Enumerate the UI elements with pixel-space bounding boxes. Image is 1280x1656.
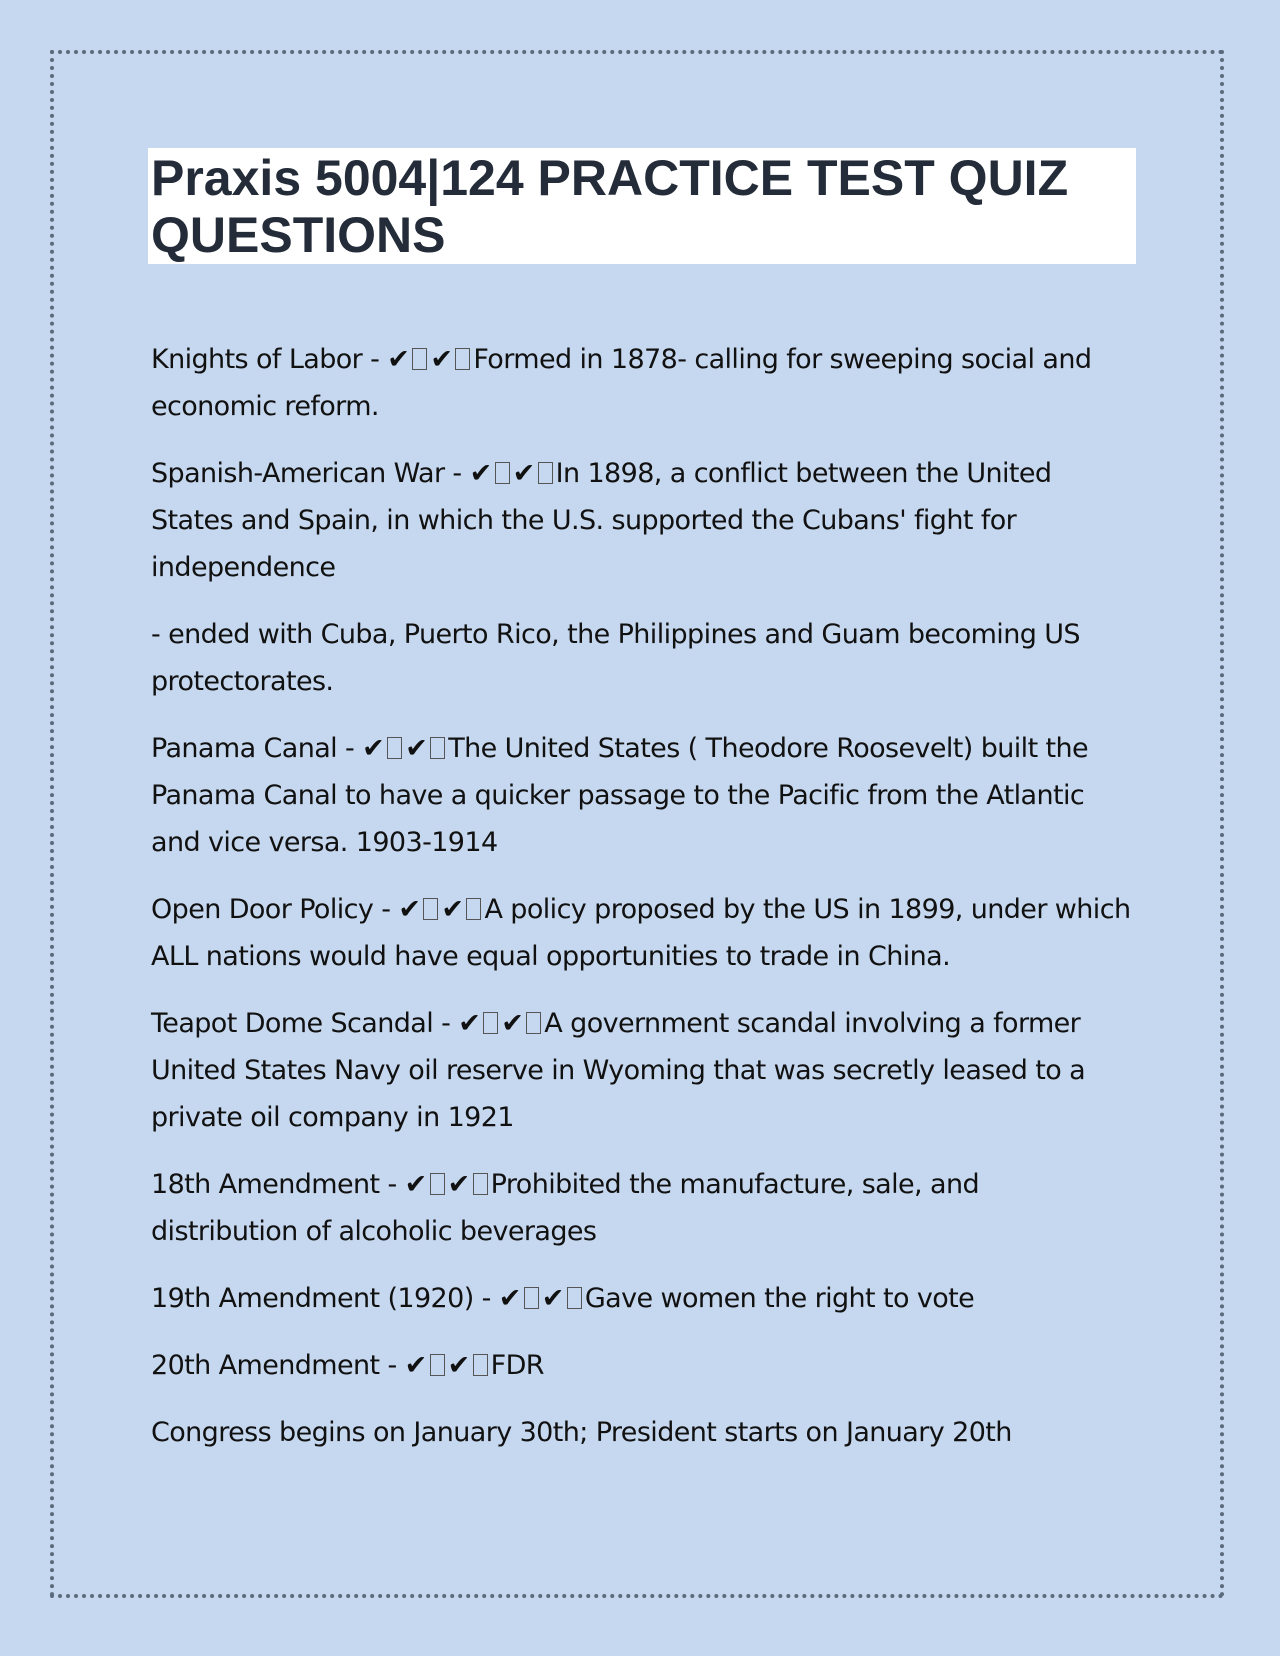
check-icon: ✔ <box>405 733 428 764</box>
entry-answer: A government scandal involving a former United States Navy oil reserve in Wyoming that was secretly leased to a private oil company in 1921 <box>151 1008 1086 1133</box>
box-icon <box>526 1012 541 1034</box>
box-icon <box>473 1173 488 1195</box>
title-box <box>148 148 1136 264</box>
entry-spanish-american-war <box>151 450 1131 591</box>
check-icon: ✔ <box>441 894 464 925</box>
entry-answer: Formed in 1878- calling for sweeping social and economic reform. <box>151 344 1092 422</box>
box-icon <box>538 462 553 484</box>
check-icon: ✔ <box>469 458 492 489</box>
entry-18th-amendment <box>151 1161 1131 1255</box>
entry-answer: - ended with Cuba, Puerto Rico, the Philippines and Guam becoming US protectorates. <box>151 619 1080 697</box>
check-icon: ✔ <box>541 1283 564 1314</box>
entry-answer: Gave women the right to vote <box>584 1283 975 1314</box>
entry-term: 18th Amendment - <box>151 1169 405 1200</box>
entry-panama-canal <box>151 725 1131 866</box>
entry-continuation <box>151 1409 1131 1456</box>
entry-teapot-dome-scandal <box>151 1000 1131 1141</box>
entry-20th-amendment <box>151 1342 1131 1389</box>
check-icon: ✔ <box>387 344 410 375</box>
box-icon <box>430 1173 445 1195</box>
box-icon <box>483 1012 498 1034</box>
entry-continuation <box>151 611 1131 705</box>
box-icon <box>466 898 481 920</box>
box-icon <box>430 1354 445 1376</box>
box-icon <box>473 1354 488 1376</box>
box-icon <box>423 898 438 920</box>
box-icon <box>567 1287 582 1309</box>
entry-answer: Prohibited the manufacture, sale, and distribution of alcoholic beverages <box>151 1169 979 1247</box>
entry-term: Open Door Policy - <box>151 894 399 925</box>
page-title: Praxis 5004|124 PRACTICE TEST QUIZ QUESTIONS <box>151 150 1069 263</box>
entry-answer: In 1898, a conflict between the United States and Spain, in which the U.S. supported the Cubans' fight for independence <box>151 458 1052 583</box>
entry-term: Knights of Labor - <box>151 344 388 375</box>
box-icon <box>495 462 510 484</box>
entry-term: Spanish-American War - <box>151 458 470 489</box>
entry-answer: Congress begins on January 30th; President starts on January 20th <box>151 1417 1012 1448</box>
entry-answer: A policy proposed by the US in 1899, under which ALL nations would have equal opportunities to trade in China. <box>151 894 1131 972</box>
check-icon: ✔ <box>398 894 421 925</box>
entry-open-door-policy <box>151 886 1131 980</box>
entry-answer: The United States ( Theodore Roosevelt) built the Panama Canal to have a quicker passage to the Pacific from the Atlantic and vice versa. 1903-1914 <box>151 733 1089 858</box>
check-icon: ✔ <box>501 1008 524 1039</box>
document-content <box>151 148 1131 1476</box>
entry-19th-amendment <box>151 1275 1131 1322</box>
entries-list <box>151 336 1131 1456</box>
check-icon: ✔ <box>498 1283 521 1314</box>
box-icon <box>430 737 445 759</box>
check-icon: ✔ <box>404 1350 427 1381</box>
entry-knights-of-labor <box>151 336 1131 430</box>
check-icon: ✔ <box>512 458 535 489</box>
entry-term: Teapot Dome Scandal - <box>151 1008 459 1039</box>
entry-answer: FDR <box>490 1350 544 1381</box>
box-icon <box>387 737 402 759</box>
box-icon <box>524 1287 539 1309</box>
entry-term: Panama Canal - <box>151 733 363 764</box>
check-icon: ✔ <box>404 1169 427 1200</box>
check-icon: ✔ <box>362 733 385 764</box>
check-icon: ✔ <box>430 344 453 375</box>
entry-term: 20th Amendment - <box>151 1350 405 1381</box>
check-icon: ✔ <box>458 1008 481 1039</box>
check-icon: ✔ <box>447 1169 470 1200</box>
entry-term: 19th Amendment (1920) - <box>151 1283 499 1314</box>
box-icon <box>412 348 427 370</box>
box-icon <box>455 348 470 370</box>
check-icon: ✔ <box>447 1350 470 1381</box>
